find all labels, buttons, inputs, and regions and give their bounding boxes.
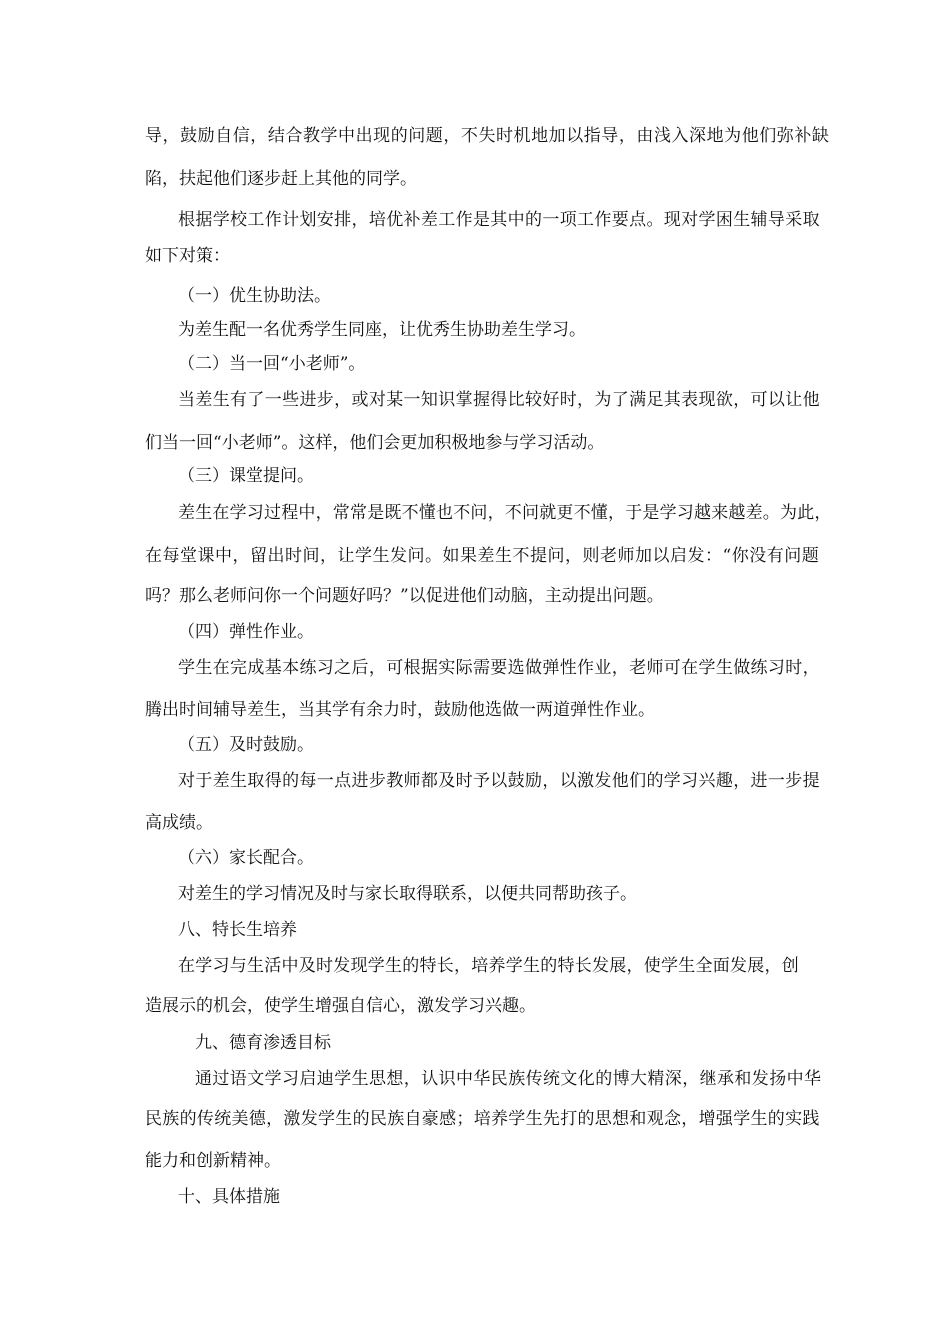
body-text: 造展示的机会，使学生增强自信心，激发学习兴趣。 [145,996,536,1016]
body-text: 们当一回“小老师”。这样，他们会更加积极地参与学习活动。 [145,433,605,453]
body-text: 导，鼓励自信，结合教学中出现的问题，不失时机地加以指导，由浅入深地为他们弥补缺 [145,126,830,146]
body-text: 腾出时间辅导差生，当其学有余力时，鼓励他选做一两道弹性作业。 [145,700,655,720]
body-text: 在每堂课中，留出时间，让学生发问。如果差生不提问，则老师加以启发：“你没有问题 [145,546,820,566]
section-heading: 九、德育渗透目标 [195,1033,331,1053]
body-text: 民族的传统美德，激发学生的民族自豪感；培养学生先打的思想和观念，增强学生的实践 [145,1109,820,1129]
body-text: 陷，扶起他们逐步赶上其他的同学。 [145,169,417,189]
section-heading: （四）弹性作业。 [178,622,314,642]
body-text: 差生在学习过程中，常常是既不懂也不问，不问就更不懂，于是学习越来越差。为此， [178,503,832,523]
body-text: 在学习与生活中及时发现学生的特长，培养学生的特长发展，使学生全面发展，创 [178,956,799,976]
body-text: 学生在完成基本练习之后，可根据实际需要选做弹性作业，老师可在学生做练习时， [178,658,820,678]
body-text: 吗？那么老师问你一个问题好吗？”以促进他们动脑，主动提出问题。 [145,586,664,606]
section-heading: （六）家长配合。 [178,848,314,868]
body-text: 能力和创新精神。 [145,1151,281,1171]
section-heading: （二）当一回“小老师”。 [178,354,366,374]
section-heading: （一）优生协助法。 [178,286,331,306]
body-text: 对于差生取得的每一点进步教师都及时予以鼓励，以激发他们的学习兴趣，进一步提 [178,771,820,791]
body-text: 对差生的学习情况及时与家长取得联系，以便共同帮助孩子。 [178,884,637,904]
body-text: 为差生配一名优秀学生同座，让优秀生协助差生学习。 [178,320,586,340]
body-text: 通过语文学习启迪学生思想，认识中华民族传统文化的博大精深，继承和发扬中华 [195,1069,822,1089]
body-text: 如下对策： [145,246,230,266]
section-heading: 八、特长生培养 [178,920,297,940]
section-heading: （三）课堂提问。 [178,466,314,486]
section-heading: （五）及时鼓励。 [178,735,314,755]
body-text: 高成绩。 [145,813,213,833]
body-text: 当差生有了一些进步，或对某一知识掌握得比较好时，为了满足其表现欲，可以让他 [178,390,820,410]
section-heading: 十、具体措施 [178,1187,280,1207]
body-text: 根据学校工作计划安排，培优补差工作是其中的一项工作要点。现对学困生辅导采取 [178,210,820,230]
